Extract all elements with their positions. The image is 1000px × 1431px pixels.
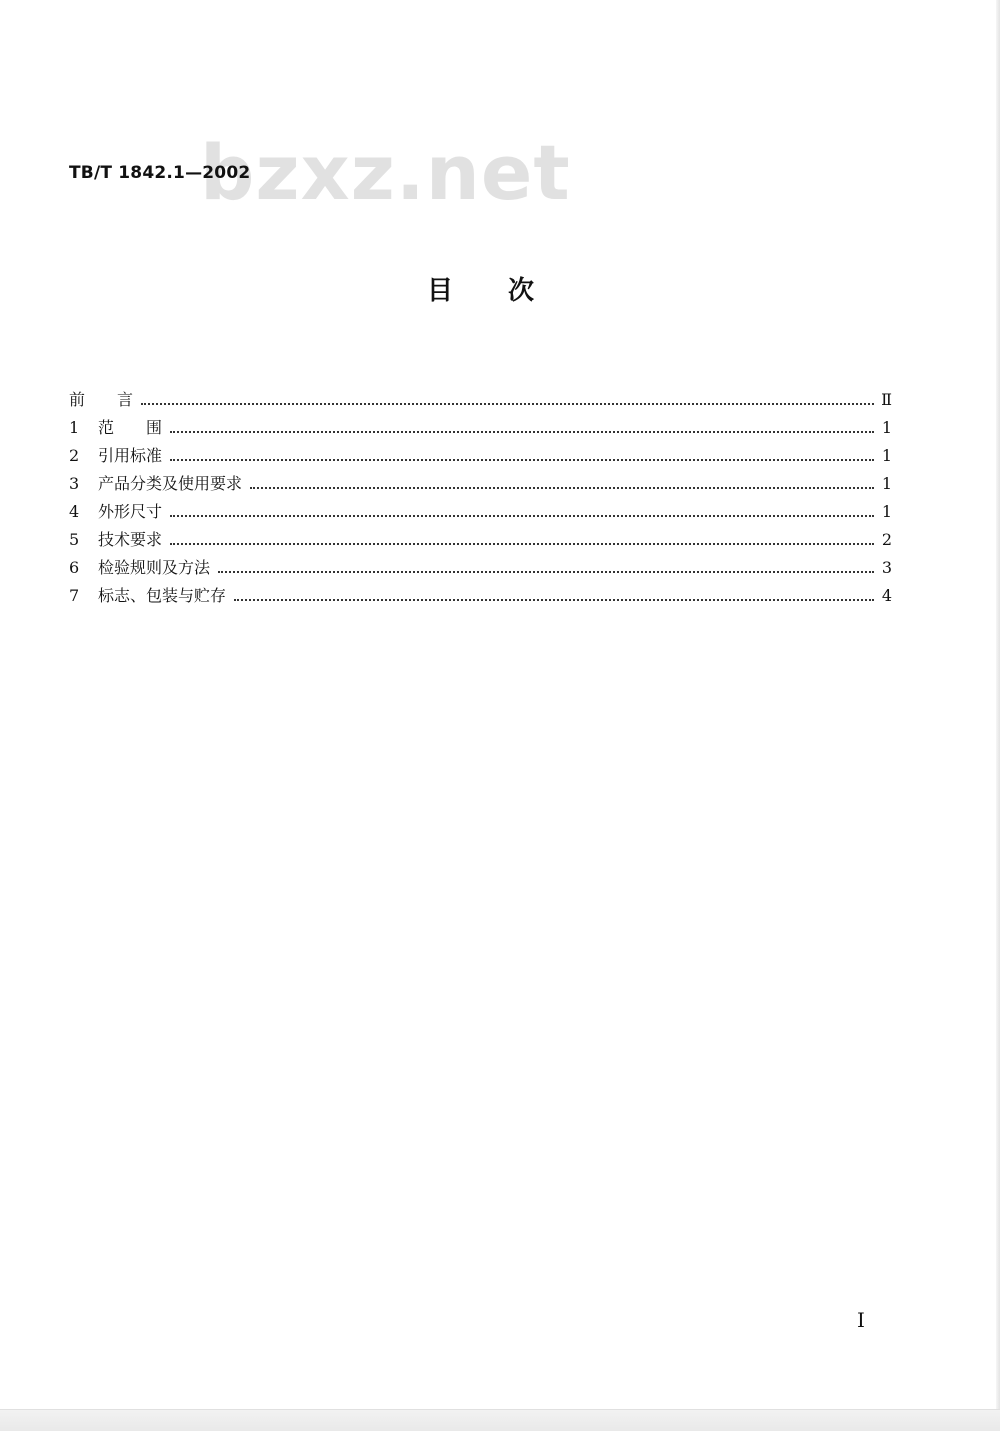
toc-entry-number: 3 (69, 474, 80, 493)
toc-entry-number: 2 (69, 446, 80, 465)
toc-leader-dots (170, 431, 874, 433)
toc-entry-foreword[interactable] (69, 386, 892, 414)
toc-entry-page: 1 (881, 474, 892, 493)
toc-entry-label: 引用标准 (98, 446, 163, 465)
toc-leader-dots (250, 487, 874, 489)
toc-entry-page: Ⅱ (881, 390, 892, 409)
toc-entry-label: 产品分类及使用要求 (98, 474, 243, 493)
toc-entry-label: 技术要求 (98, 530, 163, 549)
toc-title-part1: 目 (427, 276, 454, 306)
page-edge-shadow (996, 0, 1000, 1431)
toc-entry-page: 2 (881, 530, 892, 549)
toc-title-part2: 次 (508, 276, 535, 306)
toc-leader-dots (170, 515, 874, 517)
toc-leader-dots (218, 571, 874, 573)
toc-entry-number: 1 (69, 418, 80, 437)
toc-entry-scope[interactable] (69, 414, 892, 442)
toc-entry-normative-references[interactable] (69, 442, 892, 470)
toc-entry-dimensions[interactable] (69, 498, 892, 526)
toc-entry-number: 6 (69, 558, 80, 577)
toc-entry-label: 标志、包装与贮存 (98, 586, 227, 605)
toc-leader-dots (234, 599, 874, 601)
toc-leader-dots (170, 543, 874, 545)
toc-entry-number: 4 (69, 502, 80, 521)
toc-entry-classification[interactable] (69, 470, 892, 498)
page-bottom-scroll-area (0, 1409, 1000, 1431)
toc-entry-label: 检验规则及方法 (98, 558, 211, 577)
toc-entry-label: 外形尺寸 (98, 502, 163, 521)
toc-entry-page: 4 (881, 586, 892, 605)
toc-entry-page: 1 (881, 502, 892, 521)
table-of-contents (69, 386, 892, 610)
toc-entry-technical-requirements[interactable] (69, 526, 892, 554)
toc-entry-inspection-rules[interactable] (69, 554, 892, 582)
toc-leader-dots (141, 403, 874, 405)
toc-leader-dots (170, 459, 874, 461)
toc-entry-number: 7 (69, 586, 80, 605)
toc-entry-label: 范 围 (98, 418, 163, 437)
toc-title (427, 270, 534, 307)
toc-entry-page: 3 (881, 558, 892, 577)
toc-entry-page: 1 (881, 418, 892, 437)
toc-entry-marking-packaging[interactable] (69, 582, 892, 610)
toc-entry-label: 前 言 (69, 390, 134, 409)
toc-entry-page: 1 (881, 446, 892, 465)
page-number: I (857, 1308, 865, 1332)
watermark: bzxz.net (200, 128, 571, 217)
standard-code: TB/T 1842.1—2002 (69, 163, 251, 183)
toc-entry-number: 5 (69, 530, 80, 549)
